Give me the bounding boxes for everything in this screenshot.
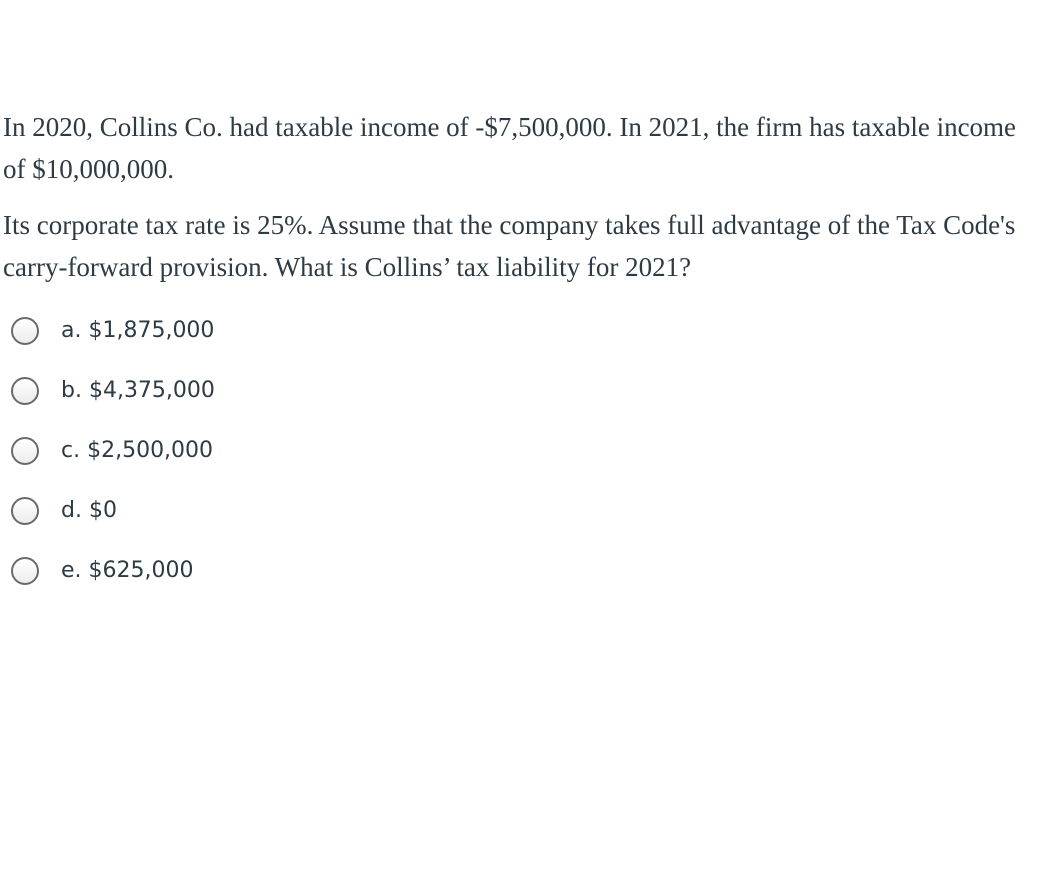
radio-button-a[interactable] <box>11 317 39 345</box>
radio-button-b[interactable] <box>11 377 39 405</box>
answer-option-c[interactable] <box>0 422 1040 482</box>
answer-option-b[interactable] <box>0 362 1040 422</box>
question-paragraph-2: Its corporate tax rate is 25%. Assume that the company takes full advantage of the Tax Code's carry-forward provision. What is Collins’ tax liability for 2021? <box>3 210 1016 282</box>
answer-label-a[interactable]: a. $1,875,000 <box>61 318 215 343</box>
radio-button-d[interactable] <box>11 497 39 525</box>
answer-options <box>0 302 1040 602</box>
question-text <box>3 106 1033 302</box>
radio-button-e[interactable] <box>11 557 39 585</box>
question-paragraph-1: In 2020, Collins Co. had taxable income of -$7,500,000. In 2021, the firm has taxable income of $10,000,000. <box>3 112 1017 184</box>
answer-label-d[interactable]: d. $0 <box>61 498 117 523</box>
radio-button-c[interactable] <box>11 437 39 465</box>
answer-label-c[interactable]: c. $2,500,000 <box>61 438 214 463</box>
answer-label-e[interactable]: e. $625,000 <box>61 558 194 583</box>
answer-option-e[interactable] <box>0 542 1040 602</box>
answer-label-b[interactable]: b. $4,375,000 <box>61 378 215 403</box>
answer-option-a[interactable] <box>0 302 1040 362</box>
answer-option-d[interactable] <box>0 482 1040 542</box>
